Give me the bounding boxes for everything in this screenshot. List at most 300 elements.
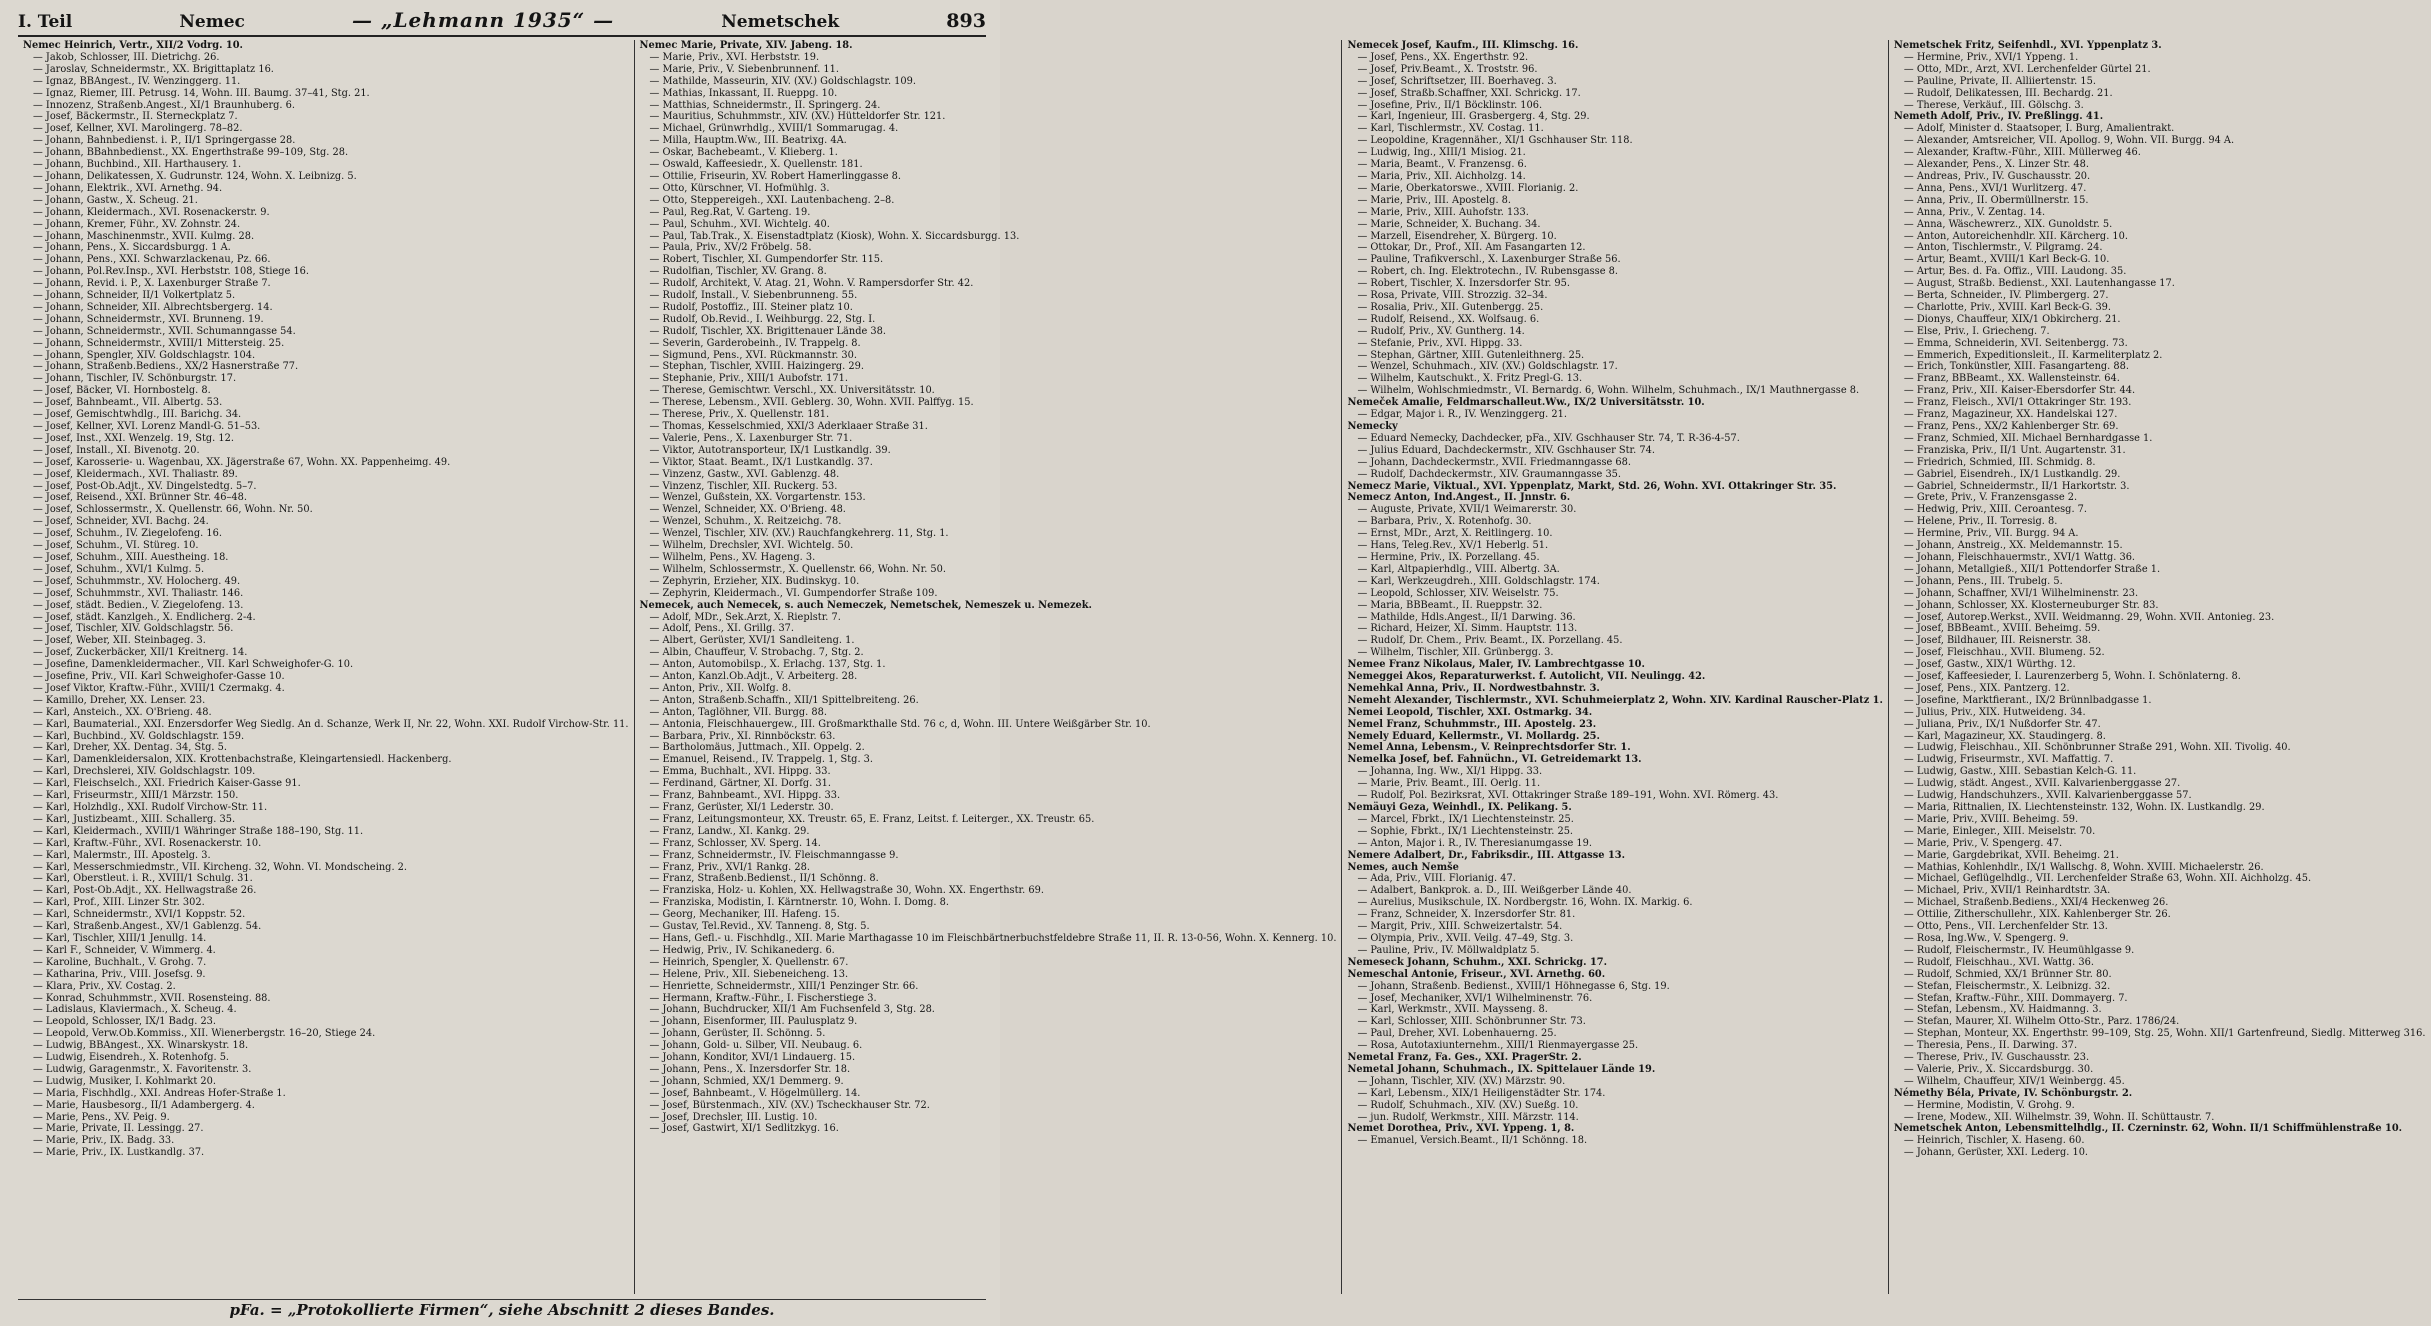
section-label: I. Teil bbox=[18, 12, 73, 32]
entry-line: — Helene, Priv., XII. Siebeneicheng. 13. bbox=[649, 968, 849, 980]
entry-line: — Stefan, Kraftw.-Führ., XIII. Dommayerg. 7. bbox=[1903, 992, 2128, 1004]
column-3 bbox=[1341, 40, 1887, 1294]
entry-line: — Rudolf, Architekt, V. Atag. 21, Wohn. V. Rampersdorfer Str. 42. bbox=[649, 278, 974, 290]
entry-line: — Anna, Priv., V. Zentag. 14. bbox=[1903, 206, 2046, 218]
entry-line: — Maria, BBBeamt., II. Rueppstr. 32. bbox=[1357, 599, 1543, 611]
entry-line: — Franziska, Priv., II/1 Unt. Augartenstr. 31. bbox=[1903, 444, 2126, 456]
entry-line: — Marie, Priv. Beamt., III. Oerlg. 11. bbox=[1357, 778, 1541, 790]
entry-line: — Josef, Bahnbeamt., V. Högelmüllerg. 14. bbox=[649, 1087, 861, 1099]
entry-line: — Johann, Revid. i. P., X. Laxenburger Straße 7. bbox=[33, 278, 271, 290]
entry-line: — Josef, Priv.Beamt., X. Troststr. 96. bbox=[1357, 63, 1538, 75]
entry-line: — Helene, Priv., II. Torresig. 8. bbox=[1903, 516, 2058, 528]
entry-line: — Julius, Priv., XIX. Hutweideng. 34. bbox=[1903, 706, 2086, 718]
entry-line: — Karl, Fleischselch., XXI. Friedrich Kaiser-Gasse 91. bbox=[33, 778, 301, 790]
entry-line: — Andreas, Priv., IV. Guschausstr. 20. bbox=[1903, 170, 2091, 182]
entry-line: — Johann, Pens., XXI. Schwarzlackenau, Pz. 66. bbox=[33, 254, 271, 266]
column-2 bbox=[634, 40, 1342, 1294]
entry-line: — Rudolf, Dr. Chem., Priv. Beamt., IX. Porzellang. 45. bbox=[1357, 635, 1623, 647]
entry-heading: Nemecz Marie, Viktual., XVI. Yppenplatz, Markt, Std. 26, Wohn. XVI. Ottakringer Str. 35. bbox=[1347, 480, 1837, 492]
entry-line: — Stephan, Gärtner, XIII. Gutenleithnerg. 25. bbox=[1357, 349, 1585, 361]
entry-line: — Karl, Buchbind., XV. Goldschlagstr. 159. bbox=[33, 730, 245, 742]
entry-line: — Anton, Automobilsp., X. Erlachg. 137, Stg. 1. bbox=[649, 659, 886, 671]
entry-line: — Johann, Schneider, XII. Albrechtsbergerg. 14. bbox=[33, 301, 273, 313]
entry-line: — Josef, Schuhm., XVI/1 Kulmg. 5. bbox=[33, 563, 205, 575]
entry-line: — Paul, Schuhm., XVI. Wichtelg. 40. bbox=[649, 218, 830, 230]
entry-line: — Mauritius, Schuhmmstr., XIV. (XV.) Hütteldorfer Str. 121. bbox=[649, 111, 946, 123]
entry-line: — Josef, Drechsler, III. Lustig. 10. bbox=[649, 1111, 818, 1123]
entry-line: — Johann, Schneidermstr., XVIII/1 Mittersteig. 25. bbox=[33, 337, 285, 349]
entry-line: — Karl, Altpapierhdlg., VIII. Albertg. 3A. bbox=[1357, 563, 1560, 575]
entry-line: — Hans, Teleg.Rev., XV/1 Heberlg. 51. bbox=[1357, 540, 1549, 552]
entry-line: — Zephyrin, Kleidermach., VI. Gumpendorfer Straße 109. bbox=[649, 587, 938, 599]
entry-line: — Artur, Bes. d. Fa. Offiz., VIII. Laudong. 35. bbox=[1903, 266, 2127, 278]
entry-line: — Marie, Schneider, X. Buchang. 34. bbox=[1357, 218, 1541, 230]
entry-line: — Heinrich, Tischler, X. Haseng. 60. bbox=[1903, 1135, 2085, 1147]
entry-line: — Alexander, Amtsreicher, VII. Apollog. 9, Wohn. VII. Burgg. 94 A. bbox=[1903, 135, 2235, 147]
entry-line: — Wilhelm, Drechsler, XVI. Wichtelg. 50. bbox=[649, 540, 854, 552]
entry-line: — Julius Eduard, Dachdeckermstr., XIV. Gschhauser Str. 74. bbox=[1357, 444, 1655, 456]
entry-line: — Juliana, Priv., IX/1 Nußdorfer Str. 47. bbox=[1903, 718, 2101, 730]
entry-heading: Nemel Anna, Lebensm., V. Reinprechtsdorfer Str. 1. bbox=[1347, 742, 1631, 754]
entry-line: — Paula, Priv., XV/2 Fröbelg. 58. bbox=[649, 242, 812, 254]
entry-line: — Johann, Delikatessen, X. Gudrunstr. 124, Wohn. X. Leibnizg. 5. bbox=[33, 170, 357, 182]
entry-line: — Adolf, Pens., XI. Grillg. 37. bbox=[649, 623, 795, 635]
entry-line: — Johann, Schneider, II/1 Volkertplatz 5. bbox=[33, 290, 236, 302]
entry-line: — Franz, Straßenb.Bedienst., II/1 Schönng. 8. bbox=[649, 873, 879, 885]
entry-line: — Josefine, Priv., II/1 Böcklinstr. 106. bbox=[1357, 99, 1543, 111]
entry-line: — Josef, Zuckerbäcker, XII/1 Kreitnerg. 14. bbox=[33, 647, 248, 659]
entry-heading: Nemeschal Antonie, Friseur., XVI. Arnethg. 60. bbox=[1347, 968, 1606, 980]
entry-line: — Franz, Pens., XX/2 Kahlenberger Str. 69. bbox=[1903, 421, 2119, 432]
entry-line: — Marie, Pens., XV. Peig. 9. bbox=[33, 1111, 170, 1123]
entry-line: — Karl, Ansteich., XX. O'Brieng. 48. bbox=[33, 706, 212, 718]
entry-line: — Josef, Karosserie- u. Wagenbau, XX. Jägerstraße 67, Wohn. XX. Pappenheimg. 49. bbox=[33, 456, 451, 468]
entry-line: — Josef, Pens., XX. Engerthstr. 92. bbox=[1357, 51, 1529, 63]
entry-heading: Nemet Dorothea, Priv., XVI. Yppeng. 1, 8. bbox=[1347, 1123, 1575, 1135]
entry-line: — Michael, Grünwrhdlg., XVIII/1 Sommarugag. 4. bbox=[649, 123, 899, 135]
entry-line: — Johann, Konditor, XVI/1 Lindauerg. 15. bbox=[649, 1052, 856, 1064]
entry-line: — Josef, städt. Kanzlgeh., X. Endlicherg. 2-4. bbox=[33, 611, 256, 623]
entry-line: — Therese, Gemischtwr. Verschl., XX. Universitätsstr. 10. bbox=[649, 385, 935, 397]
entry-line: — Leopold, Schlosser, IX/1 Badg. 23. bbox=[33, 1016, 217, 1028]
entry-line: — Konrad, Schuhmmstr., XVII. Rosensteing. 88. bbox=[33, 992, 271, 1004]
entry-line: — Josef, Bildhauer, III. Reisnerstr. 38. bbox=[1903, 635, 2092, 647]
entry-line: — Josef, Gastw., XIX/1 Würthg. 12. bbox=[1903, 659, 2076, 671]
entry-line: — Hedwig, Priv., IV. Schikanederg. 6. bbox=[649, 944, 835, 956]
entry-line: — Alexander, Pens., X. Linzer Str. 48. bbox=[1903, 159, 2090, 171]
entry-line: — Mathilde, Hdls.Angest., II/1 Darwing. 36. bbox=[1357, 611, 1576, 623]
entry-line: — Karl, Lebensm., XIX/1 Heiligenstädter Str. 174. bbox=[1357, 1087, 1606, 1099]
entry-line: — Marie, Priv., IX. Badg. 33. bbox=[33, 1135, 175, 1147]
directory-title: — „Lehmann 1935“ — bbox=[352, 8, 615, 32]
entry-line: — Anna, Wäschewrerz., XIX. Gunoldstr. 5. bbox=[1903, 218, 2113, 230]
entry-line: — Oswald, Kaffeesiedr., X. Quellenstr. 181. bbox=[649, 159, 863, 171]
entry-columns bbox=[18, 40, 2426, 1294]
entry-line: — Johann, Fleischhauermstr., XVI/1 Wattg. 36. bbox=[1903, 551, 2136, 563]
entry-line: — Josef, städt. Bedien., V. Ziegelofeng. 13. bbox=[33, 599, 244, 611]
entry-line: — Franz, Schmied, XII. Michael Bernhardgasse 1. bbox=[1903, 432, 2153, 444]
entry-line: — Michael, Priv., XVII/1 Reinhardtstr. 3A. bbox=[1903, 885, 2111, 897]
entry-line: — Robert, ch. Ing. Elektrotechn., IV. Rubensgasse 8. bbox=[1357, 266, 1618, 278]
entry-line: — Karl, Messerschmiedmstr., VII. Kircheng. 32, Wohn. VI. Mondscheing. 2. bbox=[33, 861, 408, 873]
entry-line: — Karl, Baumaterial., XXI. Enzersdorfer Weg Siedlg. An d. Schanze, Werk II, Nr. 22, Wohn. XXI. Rudolf Virchow-Str. 11. bbox=[33, 718, 629, 730]
entry-line: — Marie, Priv., XIII. Auhofstr. 133. bbox=[1357, 206, 1529, 218]
entry-line: — Heinrich, Spengler, X. Quellenstr. 67. bbox=[649, 956, 849, 968]
entry-line: — Rudolf, Postoffiz., III. Steiner platz 10. bbox=[649, 301, 853, 313]
entry-line: — Ludwig, Fleischhau., XII. Schönbrunner Straße 291, Wohn. XII. Tivolig. 40. bbox=[1903, 742, 2291, 754]
entry-line: — Jaroslav, Schneidermstr., XX. Brigittaplatz 16. bbox=[33, 63, 274, 75]
entry-line: — Johann, Tischler, IV. Schönburgstr. 17. bbox=[33, 373, 237, 385]
entry-line: — Anton, Priv., XII. Wolfg. 8. bbox=[649, 682, 792, 694]
entry-line: — Karl, Kraftw.-Führ., XVI. Rosenackerstr. 10. bbox=[33, 837, 262, 849]
entry-line: — Franz, Priv., XII. Kaiser-Ebersdorfer Str. 44. bbox=[1903, 385, 2136, 397]
entry-line: — Wilhelm, Kautschukt., X. Fritz Pregl-G. 13. bbox=[1357, 373, 1583, 385]
entry-line: — Johann, Straßenb. Bedienst., XVIII/1 Höhnegasse 6, Stg. 19. bbox=[1357, 980, 1670, 992]
entry-line: — Zephyrin, Erzieher, XIX. Budinskyg. 10. bbox=[649, 575, 860, 587]
entry-line: — Josef, Kellner, XVI. Marolingerg. 78–82. bbox=[33, 123, 243, 135]
entry-line: — Johann, Gold- u. Silber, VII. Neubaug. 6. bbox=[649, 1040, 863, 1052]
entry-line: — Josef, Inst., XXI. Wenzelg. 19, Stg. 12. bbox=[33, 432, 234, 444]
entry-line: — Mathias, Inkassant, II. Rueppg. 10. bbox=[649, 87, 838, 99]
entry-line: — Ignaz, Riemer, III. Petrusg. 14, Wohn. III. Baumg. 37–41, Stg. 21. bbox=[33, 87, 370, 99]
entry-line: — Albin, Chauffeur, V. Strobachg. 7, Stg. 2. bbox=[649, 647, 864, 659]
entry-line: — Richard, Heizer, XI. Simm. Hauptstr. 113. bbox=[1357, 623, 1578, 635]
entry-line: — Hermine, Modistin, V. Grohg. 9. bbox=[1903, 1099, 2075, 1111]
entry-heading: Nemere Adalbert, Dr., Fabriksdir., III. Attgasse 13. bbox=[1347, 849, 1625, 861]
entry-line: — Franziska, Modistin, I. Kärntnerstr. 10, Wohn. I. Domg. 8. bbox=[649, 897, 949, 909]
entry-line: — Barbara, Priv., X. Rotenhofg. 30. bbox=[1357, 516, 1532, 528]
entry-line: — Robert, Tischler, XI. Gumpendorfer Str. 115. bbox=[649, 254, 884, 266]
entry-line: — Josef, Gastwirt, XI/1 Sedlitzkyg. 16. bbox=[649, 1123, 839, 1135]
entry-line: — Johann, BBahnbedienst., XX. Engerthstraße 99–109, Stg. 28. bbox=[33, 147, 349, 159]
entry-line: — Leopold, Verw.Ob.Kommiss., XII. Wienerbergstr. 16–20, Stiege 24. bbox=[33, 1028, 376, 1040]
entry-line: — Gabriel, Eisendreh., IX/1 Lustkandlg. 29. bbox=[1903, 468, 2121, 480]
entry-line: — Rosa, Private, VIII. Strozzig. 32–34. bbox=[1357, 290, 1548, 302]
entry-line: — Johann, Anstreig., XX. Meldemannstr. 15. bbox=[1903, 540, 2123, 552]
entry-line: — Anton, Straßenb.Schaffn., XII/1 Spittelbreiteng. 26. bbox=[649, 694, 919, 706]
entry-line: — Johann, Schaffner, XVI/1 Wilhelminenstr. 23. bbox=[1903, 587, 2139, 599]
entry-line: — Adolf, Minister d. Staatsoper, I. Burg, Amalientrakt. bbox=[1903, 123, 2175, 135]
entry-line: — Rudolf, Tischler, XX. Brigittenauer Lände 38. bbox=[649, 325, 886, 337]
entry-heading: Nemetal Johann, Schuhmach., IX. Spittelauer Lände 19. bbox=[1347, 1063, 1656, 1075]
entry-line: — Georg, Mechaniker, III. Hafeng. 15. bbox=[649, 909, 840, 921]
entry-line: — Anton, Tischlermstr., V. Pilgramg. 24. bbox=[1903, 242, 2103, 254]
entry-line: — Matthias, Schneidermstr., II. Springerg. 24. bbox=[649, 99, 881, 111]
entry-line: — Viktor, Staat. Beamt., IX/1 Lustkandlg. 37. bbox=[649, 456, 873, 468]
entry-line: — Karl, Post-Ob.Adjt., XX. Hellwagstraße 26. bbox=[33, 885, 257, 897]
entry-line: — Maria, Beamt., V. Franzensg. 6. bbox=[1357, 159, 1527, 171]
entry-line: — Josef, Post-Ob.Adjt., XV. Dingelstedtg. 5–7. bbox=[33, 480, 257, 492]
entry-line: — Ottilie, Friseurin, XV. Robert Hamerlinggasse 8. bbox=[649, 170, 901, 182]
column-4 bbox=[1888, 40, 2431, 1294]
entry-line: — Karl, Straßenb.Angest., XV/1 Gablenzg. 54. bbox=[33, 921, 262, 933]
entry-line: — Josef, Fleischhau., XVII. Blumeng. 52. bbox=[1903, 647, 2105, 659]
entry-line: — Emanuel, Versich.Beamt., II/1 Schönng. 18. bbox=[1357, 1135, 1588, 1147]
entry-line: — Marzell, Eisendreher, X. Bürgerg. 10. bbox=[1357, 230, 1557, 242]
entry-line: — Oskar, Bachebeamt., V. Klieberg. 1. bbox=[649, 147, 838, 159]
entry-line: — Rosalia, Priv., XII. Gutenbergg. 25. bbox=[1357, 301, 1544, 313]
entry-line: — Aurelius, Musikschule, IX. Nordbergstr. 16, Wohn. IX. Markig. 6. bbox=[1357, 897, 1693, 909]
entry-line: — Josef, Schuhm., VI. Stüreg. 10. bbox=[33, 540, 199, 552]
entry-line: — Hermann, Kraftw.-Führ., I. Fischerstiege 3. bbox=[649, 992, 877, 1004]
entry-line: — Wilhelm, Chauffeur, XIV/1 Weinbergg. 45. bbox=[1903, 1075, 2125, 1087]
entry-line: — Stefan, Maurer, XI. Wilhelm Otto-Str., Parz. 1786/24. bbox=[1903, 1016, 2180, 1028]
entry-line: — Maria, Priv., XII. Aichholzg. 14. bbox=[1357, 170, 1526, 182]
entry-heading: Nemec Heinrich, Vertr., XII/2 Vodrg. 10. bbox=[23, 40, 243, 51]
entry-line: — Johann, Buchbind., XII. Harthausery. 1. bbox=[33, 159, 242, 171]
entry-line: — Olympia, Priv., XVII. Veilg. 47–49, Stg. 3. bbox=[1357, 932, 1574, 944]
entry-line: — Ignaz, BBAngest., IV. Wenzinggerg. 11. bbox=[33, 75, 241, 87]
entry-line: — Johann, Bahnbedienst. i. P., II/1 Springergasse 28. bbox=[33, 135, 296, 147]
entry-line: — Jakob, Schlosser, III. Dietrichg. 26. bbox=[33, 51, 220, 63]
entry-line: — Karl, Tischlermstr., XV. Costag. 11. bbox=[1357, 123, 1544, 135]
entry-line: — Josef, Schriftsetzer, III. Boerhaveg. 3. bbox=[1357, 75, 1557, 87]
entry-line: — Ludwig, BBAngest., XX. Winarskystr. 18. bbox=[33, 1040, 249, 1052]
entry-line: — Johann, Dachdeckermstr., XVII. Friedmanngasse 68. bbox=[1357, 456, 1631, 468]
entry-line: — Charlotte, Priv., XVIII. Karl Beck-G. 39. bbox=[1903, 301, 2112, 313]
entry-line: — Therese, Verkäuf., III. Gölschg. 3. bbox=[1903, 99, 2084, 111]
entry-line: — Ludwig, Garagenmstr., X. Favoritenstr. 3. bbox=[33, 1063, 252, 1075]
entry-line: — Ludwig, Ing., XIII/1 Misiog. 21. bbox=[1357, 147, 1526, 159]
entry-line: — Johann, Schneidermstr., XVI. Brunneng. 19. bbox=[33, 313, 264, 325]
entry-line: — Josef, Pens., XIX. Pantzerg. 12. bbox=[1903, 682, 2070, 694]
entry-line: — Karl, Schneidermstr., XVI/1 Koppstr. 52. bbox=[33, 909, 246, 921]
entry-line: — Innozenz, Straßenb.Angest., XI/1 Braunhuberg. 6. bbox=[33, 99, 295, 111]
entry-line: — Josef, BBBeamt., XVIII. Beheimg. 59. bbox=[1903, 623, 2101, 635]
entry-line: — Milla, Hauptm.Ww., III. Beatrixg. 4A. bbox=[649, 135, 847, 147]
entry-line: — Johanna, Ing. Ww., XI/1 Hippg. 33. bbox=[1357, 766, 1543, 778]
entry-line: — Josef, Schuhmmstr., XVI. Thaliastr. 146. bbox=[33, 587, 244, 599]
entry-line: — Anton, Taglöhner, VII. Burgg. 88. bbox=[649, 706, 827, 718]
entry-line: — Bartholomäus, Juttmach., XII. Oppelg. 2. bbox=[649, 742, 865, 754]
entry-line: — Pauline, Priv., IV. Möllwaldplatz 5. bbox=[1357, 944, 1540, 956]
entry-line: — August, Straßb. Bedienst., XXI. Lautenhangasse 17. bbox=[1903, 278, 2175, 290]
entry-line: — Karl, Malermstr., III. Apostelg. 3. bbox=[33, 849, 211, 861]
entry-line: — Marie, Priv., IX. Lustkandlg. 37. bbox=[33, 1147, 205, 1159]
entry-line: — Josef, Schlossermstr., X. Quellenstr. 66, Wohn. Nr. 50. bbox=[33, 504, 313, 516]
entry-line: — Otto, Steppereigeh., XXI. Lautenbacheng. 2–8. bbox=[649, 194, 895, 206]
entry-line: — Wilhelm, Pens., XV. Hageng. 3. bbox=[649, 551, 816, 563]
entry-line: — Josef, Kellner, XVI. Lorenz Mandl-G. 51–53. bbox=[33, 421, 261, 432]
entry-line: — Marie, Priv., V. Siebenbrunnenf. 11. bbox=[649, 63, 839, 75]
entry-line: — Karl F., Schneider, V. Wimmerg. 4. bbox=[33, 944, 216, 956]
entry-heading: Nemes, auch Nemše bbox=[1347, 861, 1459, 873]
entry-line: — Valerie, Pens., X. Laxenburger Str. 71. bbox=[649, 432, 853, 444]
entry-line: — Karl, Holzhdlg., XXI. Rudolf Virchow-Str. 11. bbox=[33, 802, 268, 813]
entry-line: — Franz, Landw., XI. Kankg. 29. bbox=[649, 825, 810, 837]
entry-line: — Gustav, Tel.Revid., XV. Tanneng. 8, Stg. 5. bbox=[649, 921, 870, 933]
entry-line: — Josef, Autorep.Werkst., XVII. Weidmanng. 29, Wohn. XVII. Antonieg. 23. bbox=[1903, 611, 2275, 623]
entry-line: — Karl, Magazineur, XX. Staudingerg. 8. bbox=[1903, 730, 2106, 742]
entry-line: — Johann, Eisenformer, III. Paulusplatz 9. bbox=[649, 1016, 858, 1028]
entry-line: — Hermine, Priv., VII. Burgg. 94 A. bbox=[1903, 528, 2079, 540]
entry-heading: Nemeggei Akos, Reparaturwerkst. f. Autolicht, VII. Neulingg. 42. bbox=[1347, 671, 1706, 683]
entry-line: — Karl, Tischler, XIII/1 Jenullg. 14. bbox=[33, 932, 207, 944]
entry-line: — Stefan, Lebensm., XV. Haidmanng. 3. bbox=[1903, 1004, 2102, 1016]
entry-line: — Rudolf, Ob.Revid., I. Weihburgg. 22, Stg. I. bbox=[649, 313, 876, 325]
entry-line: — Wenzel, Schuhm., X. Reitzeichg. 78. bbox=[649, 516, 842, 528]
entry-line: — Johann, Pol.Rev.Insp., XVI. Herbststr. 108, Stiege 16. bbox=[33, 266, 310, 278]
entry-line: — Paul, Reg.Rat, V. Garteng. 19. bbox=[649, 206, 811, 218]
entry-line: — Rudolf, Schmied, XX/1 Brünner Str. 80. bbox=[1903, 968, 2112, 980]
entry-line: — Ladislaus, Klaviermach., X. Scheug. 4. bbox=[33, 1004, 237, 1016]
entry-line: — Berta, Schneider., IV. Plimbergerg. 27. bbox=[1903, 290, 2109, 302]
entry-line: — Rudolf, Fleischhau., XVI. Wattg. 36. bbox=[1903, 956, 2094, 968]
entry-heading: Nemelka Josef, bef. Fahnüchn., VI. Getreidemarkt 13. bbox=[1347, 754, 1642, 766]
entry-line: — Wenzel, Tischler, XIV. (XV.) Rauchfangkehrerg. 11, Stg. 1. bbox=[649, 528, 949, 540]
entry-line: — Sophie, Fbrkt., IX/1 Liechtensteinstr. 25. bbox=[1357, 825, 1574, 837]
entry-heading: Nemeček Amalie, Feldmarschalleut.Ww., IX/2 Universitätsstr. 10. bbox=[1347, 397, 1705, 409]
entry-line: — Ernst, MDr., Arzt, X. Reitlingerg. 10. bbox=[1357, 528, 1553, 540]
entry-line: — Josef, Straßb.Schaffner, XXI. Schrickg. 17. bbox=[1357, 87, 1581, 99]
entry-line: — Hermine, Priv., XVI/1 Yppeng. 1. bbox=[1903, 51, 2079, 63]
entry-line: — Johann, Schlosser, XX. Klosterneuburger Str. 83. bbox=[1903, 599, 2159, 611]
entry-line: — Karl, Prof., XIII. Linzer Str. 302. bbox=[33, 897, 205, 909]
entry-line: — Robert, Tischler, X. Inzersdorfer Str. 95. bbox=[1357, 278, 1571, 290]
entry-line: — Therese, Lebensm., XVII. Geblerg. 30, Wohn. XVII. Palffyg. 15. bbox=[649, 397, 974, 409]
entry-line: — Rudolfian, Tischler, XV. Grang. 8. bbox=[649, 266, 827, 278]
entry-line: — Karl, Werkzeugdreh., XIII. Goldschlagstr. 174. bbox=[1357, 575, 1600, 587]
entry-line: — Marie, Oberkatorswe., XVIII. Florianig. 2. bbox=[1357, 182, 1579, 194]
entry-line: — Anton, Kanzl.Ob.Adjt., V. Arbeiterg. 28. bbox=[649, 671, 858, 683]
entry-line: — Marie, Priv., XVIII. Beheimg. 59. bbox=[1903, 813, 2079, 825]
entry-heading: Nemeth Adolf, Priv., IV. Preßlingg. 41. bbox=[1893, 111, 2104, 123]
running-head-right: Nemetschek bbox=[721, 12, 840, 32]
entry-heading: Nemecek Josef, Kaufm., III. Klimschg. 16. bbox=[1347, 40, 1579, 51]
entry-line: — Kamillo, Dreher, XX. Lenser. 23. bbox=[33, 694, 206, 706]
entry-line: — Franz, Schlosser, XV. Sperg. 14. bbox=[649, 837, 821, 849]
entry-line: — Ludwig, städt. Angest., XVII. Kalvarienberggasse 27. bbox=[1903, 778, 2181, 790]
entry-line: — Franz, Leitungsmonteur, XX. Treustr. 65, E. Franz, Leitst. f. Leiterger., XX. Treustr. 65. bbox=[649, 813, 1095, 825]
entry-line: — Johann, Kremer, Führ., XV. Zohnstr. 24. bbox=[33, 218, 241, 230]
entry-line: — Johann, Buchdrucker, XII/1 Am Fuchsenfeld 3, Stg. 28. bbox=[649, 1004, 935, 1016]
entry-line: — Antonia, Fleischhauergew., III. Großmarkthalle Std. 76 c, d, Wohn. III. Untere Weißgärber Str. 10. bbox=[649, 718, 1151, 730]
entry-line: — Grete, Priv., V. Franzensgasse 2. bbox=[1903, 492, 2078, 504]
entry-line: — Hermine, Priv., IX. Porzellang. 45. bbox=[1357, 551, 1540, 563]
entry-line: — Leopoldine, Kragennäher., XI/1 Gschhauser Str. 118. bbox=[1357, 135, 1633, 147]
entry-line: — Otto, Pens., VII. Lerchenfelder Str. 13. bbox=[1903, 921, 2108, 933]
entry-heading: Nemeseck Johann, Schuhm., XXI. Schrickg. 17. bbox=[1347, 956, 1607, 968]
entry-heading: Nemetschek Fritz, Seifenhdl., XVI. Yppenplatz 3. bbox=[1893, 40, 2162, 51]
entry-line: — Johann, Maschinenmstr., XVII. Kulmg. 28. bbox=[33, 230, 255, 242]
entry-line: — Mathias, Kohlenhdlr., IX/1 Wallschg. 8, Wohn. XVIII. Michaelerstr. 26. bbox=[1903, 861, 2264, 873]
entry-line: — Ludwig, Gastw., XIII. Sebastian Kelch-G. 11. bbox=[1903, 766, 2137, 778]
entry-line: — Wenzel, Schneider, XX. O'Brieng. 48. bbox=[649, 504, 846, 516]
entry-line: — Erich, Tonkünstler, XIII. Fasangarteng. 88. bbox=[1903, 361, 2129, 373]
entry-line: — Emma, Buchhalt., XVI. Hippg. 33. bbox=[649, 766, 831, 778]
entry-line: — Therese, Priv., IV. Guschausstr. 23. bbox=[1903, 1052, 2090, 1064]
entry-line: — Marie, Priv., V. Spengerg. 47. bbox=[1903, 837, 2063, 849]
entry-line: — Stephan, Monteur, XX. Engerthstr. 99–109, Stg. 25, Wohn. XII/1 Gartenfreund, Siedlg. Mitterweg 316. bbox=[1903, 1028, 2426, 1040]
entry-line: — Ferdinand, Gärtner, XI. Dorfg. 31. bbox=[649, 778, 832, 790]
entry-line: — Wilhelm, Tischler, XII. Grünbergg. 3. bbox=[1357, 647, 1554, 659]
entry-line: — Ottilie, Zitherschullehr., XIX. Kahlenberger Str. 26. bbox=[1903, 909, 2171, 921]
entry-line: — Rosa, Ing.Ww., V. Spengerg. 9. bbox=[1903, 932, 2069, 944]
entry-line: — Artur, Beamt., XVIII/1 Karl Beck-G. 10. bbox=[1903, 254, 2110, 266]
entry-line: — Johann, Spengler, XIV. Goldschlagstr. 104. bbox=[33, 349, 256, 361]
entry-line: — Katharina, Priv., VIII. Josefsg. 9. bbox=[33, 968, 206, 980]
entry-line: — Karl, Friseurmstr., XIII/1 Märzstr. 150. bbox=[33, 790, 239, 802]
entry-line: — Karl, Dreher, XX. Dentag. 34, Stg. 5. bbox=[33, 742, 228, 754]
entry-line: — Mathilde, Masseurin, XIV. (XV.) Goldschlagstr. 109. bbox=[649, 75, 916, 87]
entry-heading: Nemec Marie, Private, XIV. Jabeng. 18. bbox=[639, 40, 853, 51]
entry-line: — Gabriel, Schneidermstr., II/1 Harkortstr. 3. bbox=[1903, 480, 2130, 492]
entry-line: — Stephanie, Priv., XIII/1 Aubofstr. 171. bbox=[649, 373, 848, 385]
entry-line: — Rudolf, Pol. Bezirksrat, XVI. Ottakringer Straße 189–191, Wohn. XVI. Römerg. 43. bbox=[1357, 790, 1779, 802]
column-1 bbox=[18, 40, 634, 1294]
entry-line: — Barbara, Priv., XI. Rinnböckstr. 63. bbox=[649, 730, 836, 742]
entry-line: — Valerie, Priv., X. Siccardsburgg. 30. bbox=[1903, 1063, 2094, 1075]
entry-line: — Albert, Gerüster, XVI/1 Sandleiteng. 1. bbox=[649, 635, 855, 647]
entry-line: — Karl, Ingenieur, III. Grasbergerg. 4, Stg. 29. bbox=[1357, 111, 1590, 123]
entry-line: — Karl, Werkmstr., XVII. Maysseng. 8. bbox=[1357, 1004, 1548, 1016]
entry-line: — Ludwig, Musiker, I. Kohlmarkt 20. bbox=[33, 1075, 216, 1087]
entry-line: — Josef, Bäcker, VI. Hornbostelg. 8. bbox=[33, 385, 211, 397]
entry-line: — Paul, Tab.Trak., X. Eisenstadtplatz (Kiosk), Wohn. X. Siccardsburgg. 13. bbox=[649, 230, 1020, 242]
entry-line: — Josef Viktor, Kraftw.-Führ., XVIII/1 Czermakg. 4. bbox=[33, 682, 285, 694]
entry-line: — Josef, Bäckermstr., II. Sterneckplatz 7. bbox=[33, 111, 238, 123]
entry-line: — Josef, Schuhmmstr., XV. Holocherg. 49. bbox=[33, 575, 241, 587]
entry-line: — Johann, Gerüster, XXI. Lederg. 10. bbox=[1903, 1147, 2089, 1159]
entry-heading: Nemee Franz Nikolaus, Maler, IV. Lambrechtgasse 10. bbox=[1347, 659, 1645, 671]
entry-line: — Franziska, Holz- u. Kohlen, XX. Hellwagstraße 30, Wohn. XX. Engerthstr. 69. bbox=[649, 885, 1044, 897]
entry-line: — Johann, Pens., III. Trubelg. 5. bbox=[1903, 575, 2063, 587]
entry-line: — Karl, Oberstleut. i. R., XVIII/1 Schulg. 31. bbox=[33, 873, 253, 885]
entry-line: — Josef, Schuhm., IV. Ziegelofeng. 16. bbox=[33, 528, 222, 540]
entry-line: — Johann, Schmied, XX/1 Demmerg. 9. bbox=[649, 1075, 844, 1087]
entry-line: — jun. Rudolf, Werkmstr., XIII. Märzstr. 114. bbox=[1357, 1111, 1579, 1123]
entry-line: — Anna, Priv., II. Obermüllnerstr. 15. bbox=[1903, 194, 2089, 206]
entry-line: — Rudolf, Reisend., XX. Wolfsaug. 6. bbox=[1357, 313, 1540, 325]
entry-line: — Josef, Weber, XII. Steinbageg. 3. bbox=[33, 635, 206, 647]
page-number: 893 bbox=[946, 10, 986, 32]
entry-line: — Johann, Gerüster, II. Schönng. 5. bbox=[649, 1028, 826, 1040]
entry-line: — Anton, Autoreichenhdlr. XII. Kärcherg. 10. bbox=[1903, 230, 2129, 242]
entry-line: — Marie, Priv., III. Apostelg. 8. bbox=[1357, 194, 1512, 206]
entry-line: — Ludwig, Friseurmstr., XVI. Maffattig. 7. bbox=[1903, 754, 2114, 766]
entry-line: — Josef, Bürstenmach., XIV. (XV.) Tscheckhauser Str. 72. bbox=[649, 1099, 930, 1111]
entry-line: — Pauline, Trafikverschl., X. Laxenburger Straße 56. bbox=[1357, 254, 1621, 266]
entry-line: — Rudolf, Priv., XV. Guntherg. 14. bbox=[1357, 325, 1525, 337]
entry-line: — Dionys, Chauffeur, XIX/1 Obkircherg. 21. bbox=[1903, 313, 2121, 325]
entry-line: — Johann, Straßenb.Bediens., XX/2 Hasnerstraße 77. bbox=[33, 361, 299, 373]
entry-line: — Edgar, Major i. R., IV. Wenzinggerg. 21. bbox=[1357, 409, 1567, 421]
entry-line: — Stefanie, Priv., XVI. Hippg. 33. bbox=[1357, 337, 1523, 349]
entry-line: — Michael, Geflügelhdlg., VII. Lerchenfelder Straße 63, Wohn. XII. Aichholzg. 45. bbox=[1903, 873, 2312, 885]
entry-line: — Josef, Kleidermach., XVI. Thaliastr. 89. bbox=[33, 468, 238, 480]
entry-line: — Johann, Pens., X. Inzersdorfer Str. 18. bbox=[649, 1063, 851, 1075]
entry-line: — Rudolf, Install., V. Siebenbrunneng. 55. bbox=[649, 290, 858, 302]
entry-line: — Stefan, Fleischermstr., X. Leibnizg. 32. bbox=[1903, 980, 2111, 992]
entry-heading: Nemetschek Anton, Lebensmittelhdlg., II. Czerninstr. 62, Wohn. II/1 Schiffmühlenstraße 10. bbox=[1893, 1123, 2403, 1135]
entry-line: — Johann, Metallgieß., XII/1 Pottendorfer Straße 1. bbox=[1903, 563, 2161, 575]
entry-line: — Ludwig, Eisendreh., X. Rotenhofg. 5. bbox=[33, 1052, 230, 1064]
entry-heading: Nemecky bbox=[1347, 421, 1398, 432]
entry-line: — Marcel, Fbrkt., IX/1 Liechtensteinstr. 25. bbox=[1357, 813, 1574, 825]
entry-line: — Johann, Elektrik., XVI. Arnethg. 94. bbox=[33, 182, 223, 194]
entry-line: — Emma, Schneiderin, XVI. Seitenbergg. 73. bbox=[1903, 337, 2128, 349]
entry-line: — Otto, MDr., Arzt, XVI. Lerchenfelder Gürtel 21. bbox=[1903, 63, 2151, 75]
entry-line: — Anna, Pens., XVI/1 Wurlitzerg. 47. bbox=[1903, 182, 2087, 194]
entry-line: — Franz, Schneidermstr., IV. Fleischmanngasse 9. bbox=[649, 849, 899, 861]
entry-line: — Josefine, Marktfierant., IX/2 Brünnlbadgasse 1. bbox=[1903, 694, 2152, 706]
entry-line: — Eduard Nemecky, Dachdecker, pFa., XIV. Gschhauser Str. 74, T. R-36-4-57. bbox=[1357, 432, 1740, 444]
entry-line: — Josef, Bahnbeamt., VII. Albertg. 53. bbox=[33, 397, 223, 409]
entry-heading: Nemei Leopold, Tischler, XXI. Ostmarkg. 34. bbox=[1347, 706, 1593, 718]
entry-line: — Johann, Tischler, XIV. (XV.) Märzstr. 90. bbox=[1357, 1075, 1566, 1087]
entry-line: — Josef, Install., XI. Bivenotg. 20. bbox=[33, 444, 200, 456]
entry-line: — Emanuel, Reisend., IV. Trappelg. 1, Stg. 3. bbox=[649, 754, 874, 766]
